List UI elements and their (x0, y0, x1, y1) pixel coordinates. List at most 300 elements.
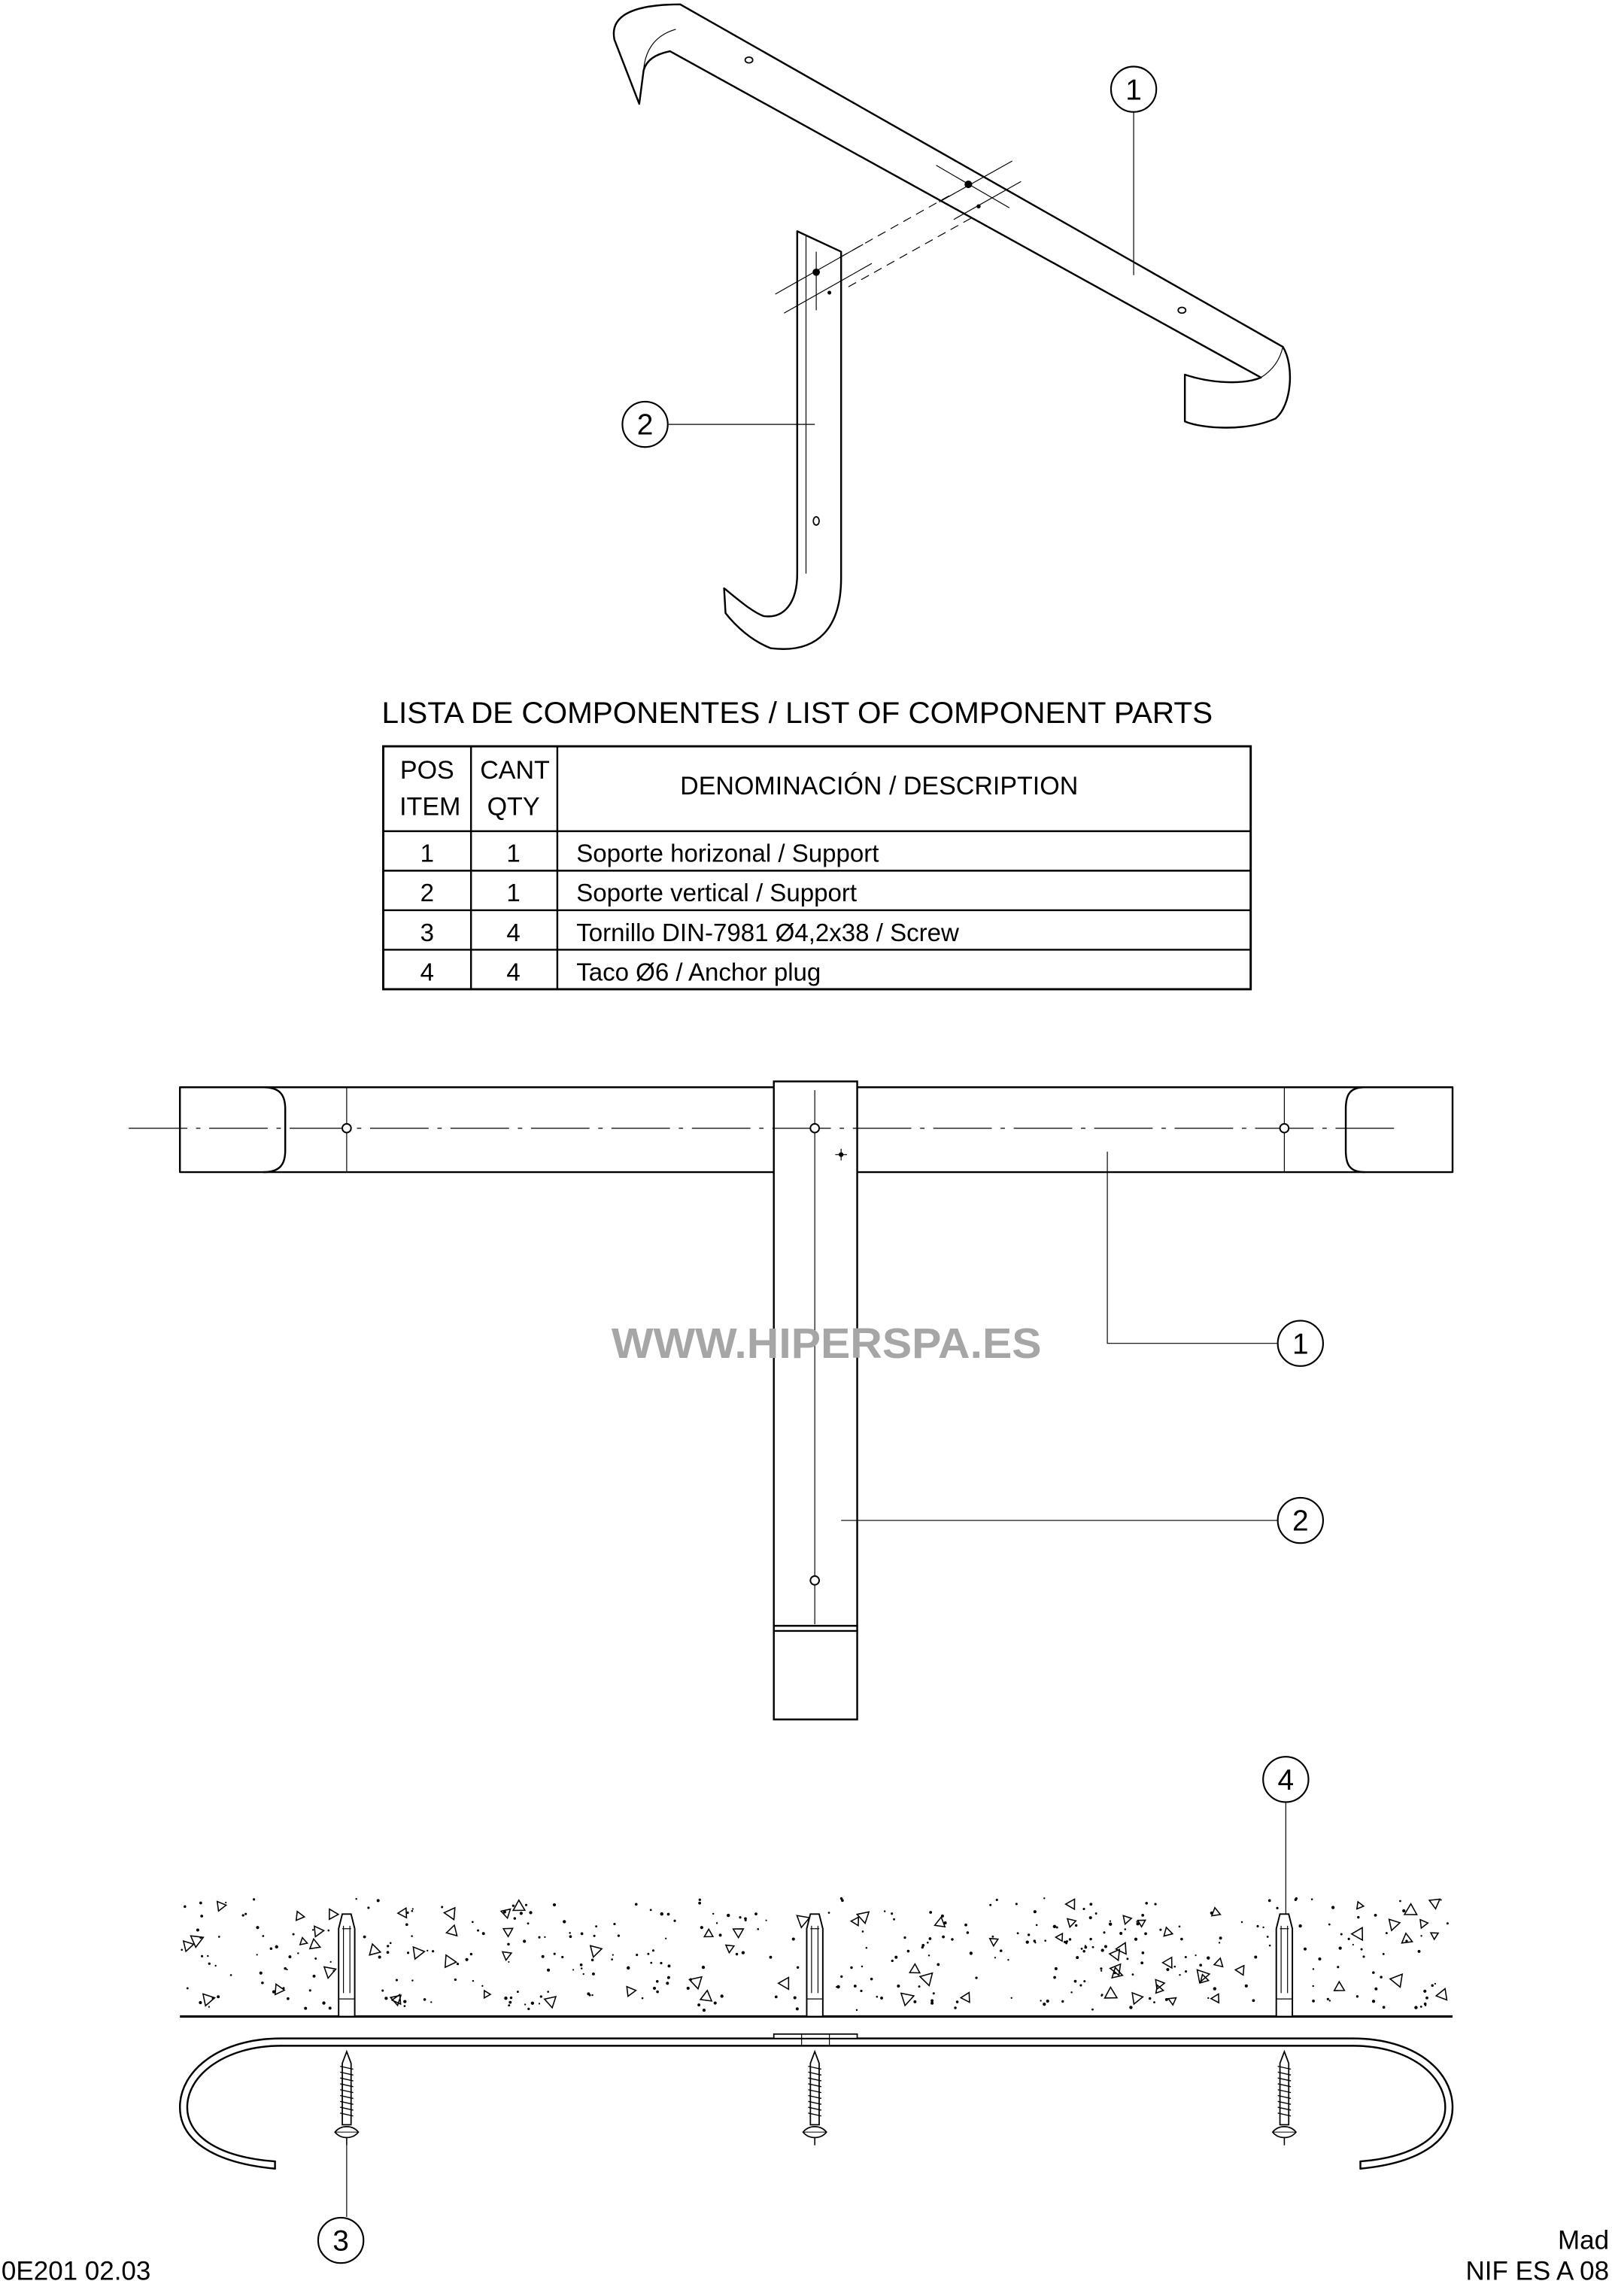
callout-section-anchor (1263, 1757, 1308, 1920)
concrete-aggregate (484, 1991, 490, 1998)
concrete-dot (201, 1955, 203, 1957)
watermark: WWW.HIPERSPA.ES (611, 1320, 1042, 1368)
header-qty: QTY (487, 792, 540, 822)
concrete-aggregate (445, 1955, 457, 1967)
concrete-dot (1028, 1933, 1030, 1936)
concrete-dot (572, 1969, 574, 1970)
concrete-dot (581, 1967, 582, 1969)
concrete-dot (553, 1903, 556, 1906)
concrete-dot (954, 2006, 956, 2009)
concrete-aggregate (1420, 1920, 1428, 1928)
concrete-dot (355, 1898, 357, 1900)
concrete-dot (850, 1966, 852, 1969)
cell-qty: 1 (506, 840, 521, 868)
drawing-date: 02.03 (84, 2256, 151, 2286)
concrete-dot (907, 1950, 910, 1953)
concrete-dot (508, 2001, 512, 2004)
concrete-aggregate (590, 1945, 602, 1957)
cell-description: Taco Ø6 / Anchor plug (576, 958, 821, 987)
concrete-dot (396, 1979, 398, 1981)
iso-vertical-support-outline (724, 231, 842, 648)
concrete-dot (1245, 1985, 1248, 1988)
concrete-dot (1129, 2006, 1132, 2009)
concrete-dot (840, 1976, 842, 1978)
concrete-dot (591, 1994, 593, 1996)
concrete-dot (242, 1914, 244, 1916)
concrete-dot (275, 1945, 278, 1948)
concrete-dot (1089, 1903, 1092, 1906)
concrete-dot (1329, 2000, 1331, 2001)
concrete-dot (527, 1922, 530, 1924)
concrete-dot (217, 1995, 220, 1998)
callout-number: 1 (1125, 74, 1142, 107)
concrete-dot (1179, 1974, 1180, 1976)
concrete-aggregate (961, 1993, 970, 2003)
concrete-dot (411, 1935, 413, 1937)
concrete-aggregate (990, 1939, 998, 1946)
concrete-dot (304, 2007, 307, 2010)
concrete-dot (1126, 1957, 1128, 1960)
concrete-aggregate (1123, 1915, 1131, 1924)
concrete-dot (293, 1933, 295, 1936)
concrete-dot (1100, 1967, 1102, 1970)
concrete-dot (595, 1925, 597, 1927)
concrete-dot (1399, 1900, 1401, 1903)
callout-plan-vertical (841, 1498, 1323, 1543)
support-left-curl (180, 2039, 281, 2169)
callout-leader (1107, 1152, 1277, 1344)
concrete-dot (514, 1917, 516, 1919)
concrete-aggregate (1334, 1982, 1345, 1991)
concrete-dot (719, 1933, 722, 1936)
concrete-dot (918, 1985, 921, 1988)
anchor-plug (1277, 1914, 1292, 2016)
concrete-aggregate (909, 1964, 919, 1973)
parts-list (382, 697, 1251, 989)
concrete-aggregate (502, 1951, 512, 1960)
concrete-dot (1434, 1983, 1436, 1985)
concrete-dot (542, 1955, 545, 1958)
concrete-dot (405, 1923, 408, 1926)
concrete-dot (1185, 1970, 1187, 1973)
concrete-dot (430, 2001, 432, 2003)
concrete-dot (1053, 1976, 1056, 1979)
concrete-dot (970, 1951, 973, 1954)
concrete-dot (666, 1982, 669, 1985)
concrete-aggregate (1110, 1949, 1119, 1960)
concrete-dot (381, 1990, 384, 1992)
cell-pos: 3 (420, 919, 435, 947)
concrete-dot (668, 1964, 671, 1967)
concrete-dot (457, 1963, 459, 1965)
concrete-dot (870, 1978, 873, 1981)
iso-horizontal-support-bend-line (1261, 347, 1283, 378)
concrete-dot (1109, 1923, 1112, 1926)
concrete-dot (472, 1980, 474, 1982)
concrete-dot (1173, 1966, 1176, 1968)
concrete-aggregate (1055, 1933, 1062, 1941)
concrete-dot (412, 1908, 414, 1909)
concrete-dot (1179, 1926, 1181, 1928)
concrete-dot (1166, 1968, 1169, 1971)
concrete-dot (1089, 1938, 1091, 1940)
concrete-aggregate (920, 1973, 933, 1986)
concrete-dot (884, 1910, 885, 1912)
drawing-code: 0E201 (1, 2256, 78, 2286)
anchor-plug (806, 1914, 822, 2016)
concrete-dot (1101, 1948, 1104, 1951)
concrete-dot (930, 2002, 934, 2005)
concrete-dot (1252, 1999, 1255, 2002)
concrete-dot (656, 1991, 659, 1994)
concrete-dot (1420, 2006, 1422, 2008)
concrete-dot (1195, 1954, 1196, 1956)
concrete-aggregate (935, 1917, 946, 1927)
concrete-dot (1311, 1898, 1313, 1900)
concrete-aggregate (501, 1909, 510, 1918)
concrete-dot (841, 1899, 844, 1902)
concrete-dot (1044, 1939, 1046, 1942)
concrete-dot (1372, 2000, 1375, 2003)
concrete-dot (1380, 1976, 1383, 1979)
concrete-dot (1372, 1971, 1375, 1974)
concrete-dot (996, 1899, 998, 1901)
company-city: Mad (1558, 2225, 1610, 2255)
vertical-support-section (774, 2034, 858, 2039)
concrete-dot (1159, 1929, 1161, 1931)
plan-vertical-support (774, 1081, 858, 1719)
concrete-dot (403, 2000, 406, 2003)
concrete-dot (1213, 1987, 1216, 1990)
concrete-dot (1069, 1938, 1071, 1940)
concrete-aggregate (503, 1928, 512, 1936)
concrete-dot (897, 1985, 900, 1988)
concrete-aggregate (300, 1938, 308, 1945)
concrete-dot (673, 1920, 675, 1922)
concrete-dot (208, 2006, 210, 2008)
concrete-dot (1219, 1936, 1222, 1939)
concrete-dot (581, 1933, 584, 1936)
cell-description: Soporte vertical / Support (576, 879, 858, 908)
concrete-dot (1312, 1985, 1313, 1987)
cell-qty: 1 (506, 879, 521, 908)
concrete-aggregate (1067, 1919, 1076, 1927)
concrete-aggregate (1431, 1933, 1438, 1939)
concrete-aggregate (851, 1917, 858, 1925)
iso-horizontal-support-outline (614, 5, 1290, 428)
concrete-dot (508, 2004, 510, 2006)
concrete-dot (1414, 2006, 1417, 2009)
concrete-aggregate (704, 1929, 712, 1936)
hole-icon (1178, 307, 1185, 313)
concrete-dot (1119, 1932, 1122, 1935)
concrete-dot (1362, 1955, 1365, 1957)
concrete-dot (1374, 1988, 1377, 1991)
concrete-dot (208, 1963, 211, 1965)
anchor-plug (338, 1914, 354, 2016)
screw (803, 2052, 827, 2145)
concrete-dot (1298, 1924, 1301, 1927)
concrete-dot (1017, 1932, 1019, 1934)
concrete-dot (797, 1966, 799, 1969)
iso-horizontal-support (614, 5, 1290, 428)
cell-qty: 4 (506, 919, 521, 947)
concrete-aggregate (369, 1944, 381, 1955)
header-pos: POS (399, 755, 454, 785)
concrete-aggregate (447, 1925, 457, 1936)
concrete-dot (937, 1963, 940, 1966)
concrete-dot (989, 1904, 991, 1906)
concrete-dot (441, 1906, 443, 1908)
concrete-aggregate (444, 1908, 454, 1920)
concrete-dot (390, 1942, 392, 1945)
concrete-dot (262, 1935, 264, 1937)
concrete-dot (1327, 1998, 1329, 2000)
concrete-dot (196, 1929, 199, 1932)
concrete-dot (1061, 2000, 1064, 2003)
iso-horizontal-support-hook-line (644, 29, 676, 70)
concrete-aggregate (184, 1941, 194, 1951)
concrete-dot (1149, 1997, 1152, 2000)
concrete-dot (1082, 1950, 1085, 1953)
concrete-dot (470, 1953, 472, 1955)
concrete-aggregate (398, 1908, 406, 1918)
concrete-dot (1026, 1941, 1029, 1944)
concrete-aggregate (1389, 1919, 1400, 1930)
concrete-dot (1007, 1959, 1009, 1960)
concrete-dot (1268, 1900, 1271, 1903)
concrete-dot (1318, 1957, 1321, 1960)
cell-description: Soporte horizonal / Support (576, 840, 879, 868)
concrete-dot (1328, 1924, 1331, 1926)
concrete-dot (1034, 1942, 1036, 1943)
hole-icon (745, 57, 753, 63)
cell-description: Tornillo DIN-7981 Ø4,2x38 / Screw (576, 919, 959, 947)
concrete-dot (1304, 1948, 1307, 1951)
concrete-dot (1423, 1990, 1426, 1993)
concrete-dot (667, 1913, 670, 1916)
construction-line (937, 166, 1009, 208)
concrete-dot (454, 1979, 457, 1981)
concrete-dot (794, 1997, 797, 2000)
concrete-dot (667, 1976, 670, 1979)
concrete-aggregate (726, 1945, 734, 1953)
support-right-curl (1353, 2039, 1453, 2169)
concrete-dot (1431, 1984, 1434, 1987)
concrete-aggregate (779, 1978, 789, 1990)
concrete-dot (714, 2002, 717, 2005)
plan-left-hook-edge (263, 1087, 285, 1172)
concrete-dot (200, 1915, 203, 1918)
concrete-dot (529, 1911, 532, 1914)
concrete-dot (1103, 1931, 1105, 1933)
concrete-dot (1085, 1945, 1086, 1946)
concrete-dot (288, 1955, 291, 1958)
concrete-dot (716, 1922, 718, 1924)
concrete-dot (854, 1985, 857, 1988)
concrete-dot (613, 1923, 615, 1925)
concrete-dot (1383, 2006, 1386, 2009)
concrete-dot (891, 1912, 893, 1915)
concrete-dot (642, 1997, 644, 2000)
concrete-dot (260, 1972, 263, 1975)
concrete-dot (207, 1955, 208, 1957)
concrete-dot (1207, 1997, 1209, 1999)
construction-line (954, 181, 1021, 220)
projection-line (849, 218, 971, 287)
concrete-dot (313, 1975, 316, 1978)
concrete-dot (1356, 1995, 1359, 1997)
concrete-dot (1447, 1922, 1449, 1924)
concrete-dot (1348, 1938, 1350, 1940)
table-row (420, 919, 959, 947)
concrete-dot (1154, 1903, 1156, 1905)
concrete-aggregate (324, 1967, 336, 1979)
pilot-mark-icon (827, 291, 831, 295)
concrete-dot (727, 1914, 730, 1917)
concrete-dot (1110, 1921, 1111, 1922)
concrete-dot (297, 1952, 299, 1954)
concrete-dot (1091, 2009, 1094, 2011)
concrete-dot (913, 2000, 916, 2003)
concrete-dot (527, 2008, 530, 2010)
concrete-dot (314, 1957, 317, 1960)
concrete-dot (1418, 1950, 1421, 1953)
concrete-dot (1374, 1914, 1377, 1917)
concrete-dot (1145, 1902, 1148, 1905)
concrete-dot (665, 1938, 666, 1939)
concrete-dot (929, 1937, 932, 1940)
plan-vertical-support-outline (774, 1081, 858, 1719)
concrete-dot (367, 1906, 369, 1909)
concrete-dot (404, 2005, 406, 2007)
callout-number: 3 (332, 2225, 349, 2258)
concrete-aggregate (275, 1984, 284, 1994)
concrete-dot (540, 1995, 542, 1997)
concrete-dot (660, 1912, 663, 1915)
header-cant: CANT (480, 755, 550, 785)
concrete-dot (312, 1929, 314, 1930)
concrete-dot (775, 1995, 778, 1998)
concrete-aggregate (690, 1977, 702, 1989)
concrete-aggregate (1429, 1899, 1440, 1909)
concrete-dot (766, 1920, 767, 1921)
concrete-dot (547, 1969, 550, 1972)
concrete-dot (828, 1912, 830, 1914)
concrete-dot (477, 1930, 479, 1932)
concrete-dot (592, 1973, 595, 1976)
concrete-dot (964, 1924, 967, 1927)
concrete-dot (1015, 1903, 1018, 1905)
concrete-dot (591, 1959, 594, 1962)
concrete-dot (387, 1945, 389, 1947)
plan-right-hook-edge (1346, 1087, 1365, 1172)
concrete-dot (1081, 1948, 1083, 1950)
concrete-dot (547, 1991, 549, 1993)
concrete-dot (650, 1909, 652, 1911)
concrete-dot (525, 1904, 527, 1906)
concrete-dot (1386, 1932, 1388, 1934)
concrete-dot (1043, 2003, 1046, 2006)
screw (1273, 2052, 1296, 2145)
concrete-dot (742, 1951, 745, 1954)
concrete-dot (1132, 1973, 1134, 1976)
concrete-dot (612, 1954, 614, 1955)
concrete-dot (627, 1966, 630, 1970)
iso-view (614, 5, 1290, 649)
concrete-dot (407, 1951, 409, 1954)
concrete-dot (1295, 1899, 1297, 1901)
construction-line (776, 244, 864, 294)
concrete-dot (1046, 2000, 1049, 2003)
concrete-dot (1313, 1968, 1314, 1970)
concrete-dot (218, 1936, 220, 1938)
concrete-dot (656, 1980, 659, 1983)
concrete-dot (736, 1953, 738, 1955)
concrete-dot (1256, 1925, 1258, 1927)
concrete-dot (1000, 1949, 1003, 1952)
concrete-dot (956, 2000, 959, 2003)
concrete-dot (893, 1918, 895, 1921)
concrete-dot (652, 1949, 654, 1951)
concrete-dot (225, 1902, 226, 1903)
concrete-dot (384, 1997, 387, 2000)
concrete-dot (1083, 1980, 1085, 1982)
concrete-dot (1100, 1970, 1102, 1972)
concrete-dot (1082, 1908, 1085, 1910)
concrete-dot (1361, 1948, 1363, 1951)
concrete-dot (512, 1905, 515, 1907)
concrete-aggregate (1164, 1927, 1172, 1936)
concrete-dot (230, 1974, 232, 1976)
concrete-dot (927, 1942, 929, 1944)
concrete-dot (554, 1953, 556, 1955)
cell-pos: 2 (420, 879, 435, 908)
concrete-dot (184, 1906, 186, 1908)
concrete-dot (1140, 1961, 1143, 1964)
concrete-dot (1339, 1947, 1342, 1950)
concrete-dot (580, 1963, 583, 1966)
concrete-dot (703, 2009, 706, 2012)
concrete-dot (423, 1998, 427, 2001)
parts-list-title: LISTA DE COMPONENTES / LIST OF COMPONENT PARTS (381, 696, 1213, 730)
concrete-dot (770, 1956, 773, 1959)
table-row (420, 958, 821, 986)
concrete-aggregate (1112, 1967, 1122, 1978)
concrete-aggregate (1211, 1994, 1219, 2003)
concrete-dot (861, 1966, 863, 1967)
concrete-dot (933, 1992, 935, 1994)
concrete-dot (792, 1938, 795, 1941)
concrete-dot (181, 1948, 183, 1951)
concrete-dot (894, 1956, 897, 1959)
concrete-dot (411, 1910, 413, 1912)
concrete-dot (951, 1938, 953, 1940)
concrete-dot (967, 1931, 970, 1934)
concrete-dot (432, 1950, 434, 1952)
concrete-dot (636, 1954, 638, 1956)
concrete-dot (544, 1936, 545, 1938)
concrete-dot (510, 1997, 512, 1999)
callout-iso-vertical (622, 402, 815, 447)
hole-icon (810, 1576, 819, 1585)
concrete-dot (1134, 1938, 1137, 1941)
concrete-dot (563, 1920, 566, 1923)
concrete-dot (876, 1996, 879, 1998)
concrete-dot (1075, 1924, 1077, 1927)
concrete-dot (942, 1936, 945, 1939)
concrete-aggregate (1116, 1942, 1126, 1954)
